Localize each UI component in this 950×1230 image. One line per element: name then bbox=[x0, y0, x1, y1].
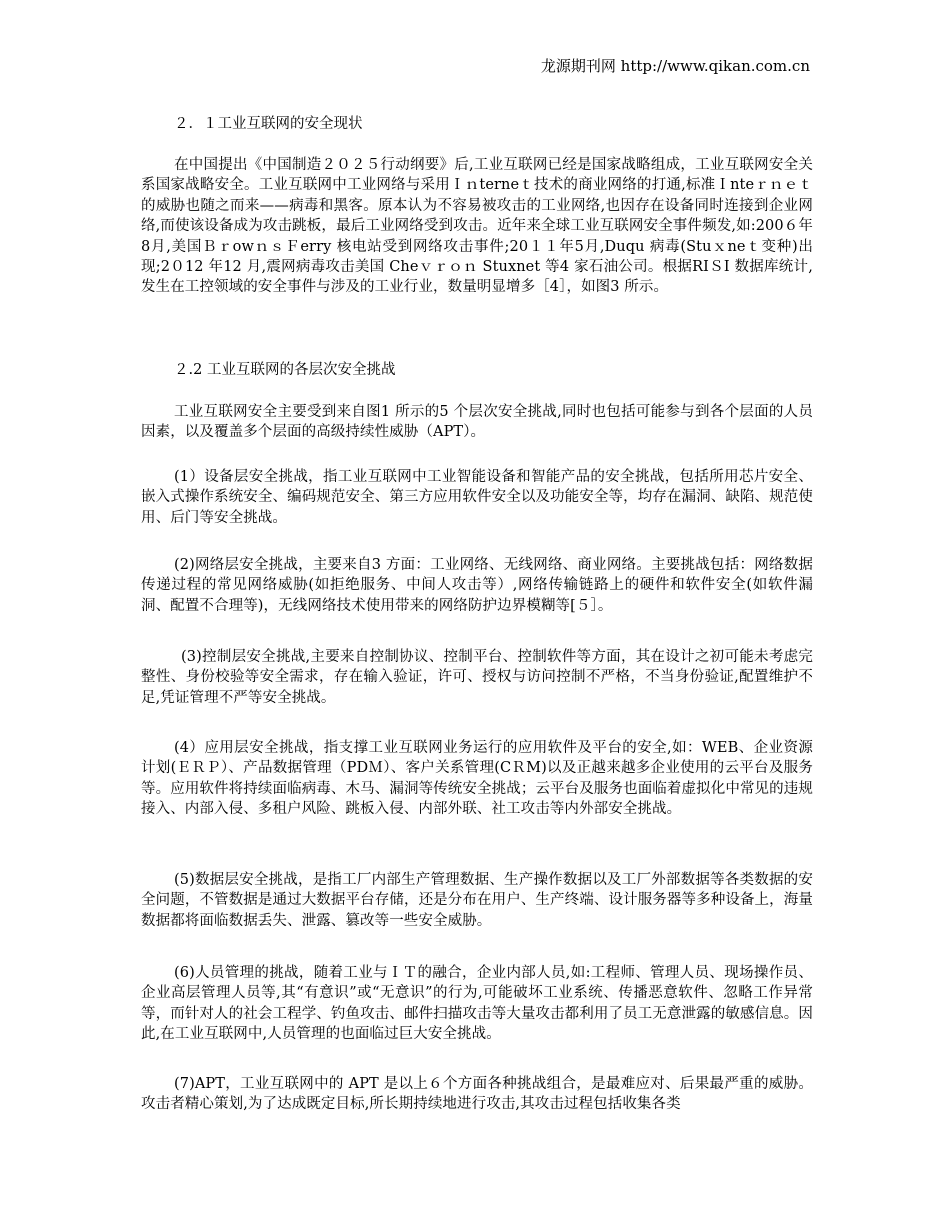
section-title: ２.2 工业互联网的各层次安全挑战 bbox=[174, 362, 396, 378]
body-paragraph: (3)控制层安全挑战,主要来自控制协议、控制平台、控制软件等方面，其在设计之初可能未考虑完整性、身份校验等安全需求，存在输入验证，许可、授权与访问控制不严格，不当身份验证,配置维护不足,凭证管理不严等安全挑战。 bbox=[141, 649, 813, 706]
body-paragraph: 在中国提出《中国制造２０２５行动纲要》后,工业互联网已经是国家战略组成，工业互联网安全关系国家战略安全。工业互联网中工业网络与采用Ｉｎterneｔ技术的商业网络的打通,标准Ｉnteｒｎｅｔ的威胁也随之而来——病毒和黑客。原本认为不容易被攻击的工业网络,也因存在设备同时连接到企业网络,而使该设备成为攻击跳板，最后工业网络受到攻击。近年来全球工业互联网安全事件频发,如:200６年8月,美国ＢｒowｎｓＦerry 核电站受到网络攻击事件;20１１年5月,Duqu 病毒(Stuｘneｔ变种)出现;2０12 年12 月,震网病毒攻击美国 Cheｖｒｏｎ Stuxnet 等4 家石油公司。根据RIＳI 数据库统计,发生在工控领域的安全事件与涉及的工业行业，数量明显增多［4］，如图3 所示。 bbox=[141, 157, 813, 296]
page-header: 龙源期刊网 http://www.qikan.com.cn bbox=[540, 57, 810, 75]
body-paragraph: (5)数据层安全挑战，是指工厂内部生产管理数据、生产操作数据以及工厂外部数据等各类数据的安全问题，不管数据是通过大数据平台存储，还是分布在用户、生产终端、设计服务器等多种设备上，海量数据都将面临数据丢失、泄露、篡改等一些安全威胁。 bbox=[141, 872, 813, 929]
body-paragraph: 工业互联网安全主要受到来自图1 所示的5 个层次安全挑战,同时也包括可能参与到各个层面的人员因素，以及覆盖多个层面的高级持续性威胁（APT）。 bbox=[141, 404, 813, 441]
body-paragraph: (6)人员管理的挑战，随着工业与ＩＴ的融合，企业内部人员,如:工程师、管理人员、现场操作员、企业高层管理人员等,其“有意识”或“无意识”的行为,可能破坏工业系统、传播恶意软件、忽略工作异常等，而针对人的社会工程学、钓鱼攻击、邮件扫描攻击等大量攻击都利用了员工无意泄露的敏感信息。因此,在工业互联网中,人员管理的也面临过巨大安全挑战。 bbox=[141, 965, 813, 1043]
body-paragraph: (1）设备层安全挑战，指工业互联网中工业智能设备和智能产品的安全挑战，包括所用芯片安全、嵌入式操作系统安全、编码规范安全、第三方应用软件安全以及功能安全等，均存在漏洞、缺陷、规范使用、后门等安全挑战。 bbox=[141, 469, 813, 526]
body-paragraph: (7)APT，工业互联网中的 APT 是以上６个方面各种挑战组合，是最难应对、后果最严重的威胁。攻击者精心策划,为了达成既定目标,所长期持续地进行攻击,其攻击过程包括收集各类 bbox=[141, 1076, 813, 1113]
body-paragraph: (4）应用层安全挑战，指支撑工业互联网业务运行的应用软件及平台的安全,如：WEB、企业资源计划(ＥＲＰ）、产品数据管理（PDＭ）、客户关系管理(CＲM)以及正越来越多企业使用的云平台及服务等。应用软件将持续面临病毒、木马、漏洞等传统安全挑战；云平台及服务也面临着虚拟化中常见的违规接入、内部入侵、多租户风险、跳板入侵、内部外联、社工攻击等内外部安全挑战。 bbox=[141, 740, 813, 818]
body-paragraph: (2)网络层安全挑战，主要来自3 方面：工业网络、无线网络、商业网络。主要挑战包括：网络数据传递过程的常见网络威胁(如拒绝服务、中间人攻击等）,网络传输链路上的硬件和软件安全(如软件漏洞、配置不合理等)，无线网络技术使用带来的网络防护边界模糊等[５］。 bbox=[141, 557, 813, 614]
section-title: ２．１工业互联网的安全现状 bbox=[174, 116, 363, 132]
